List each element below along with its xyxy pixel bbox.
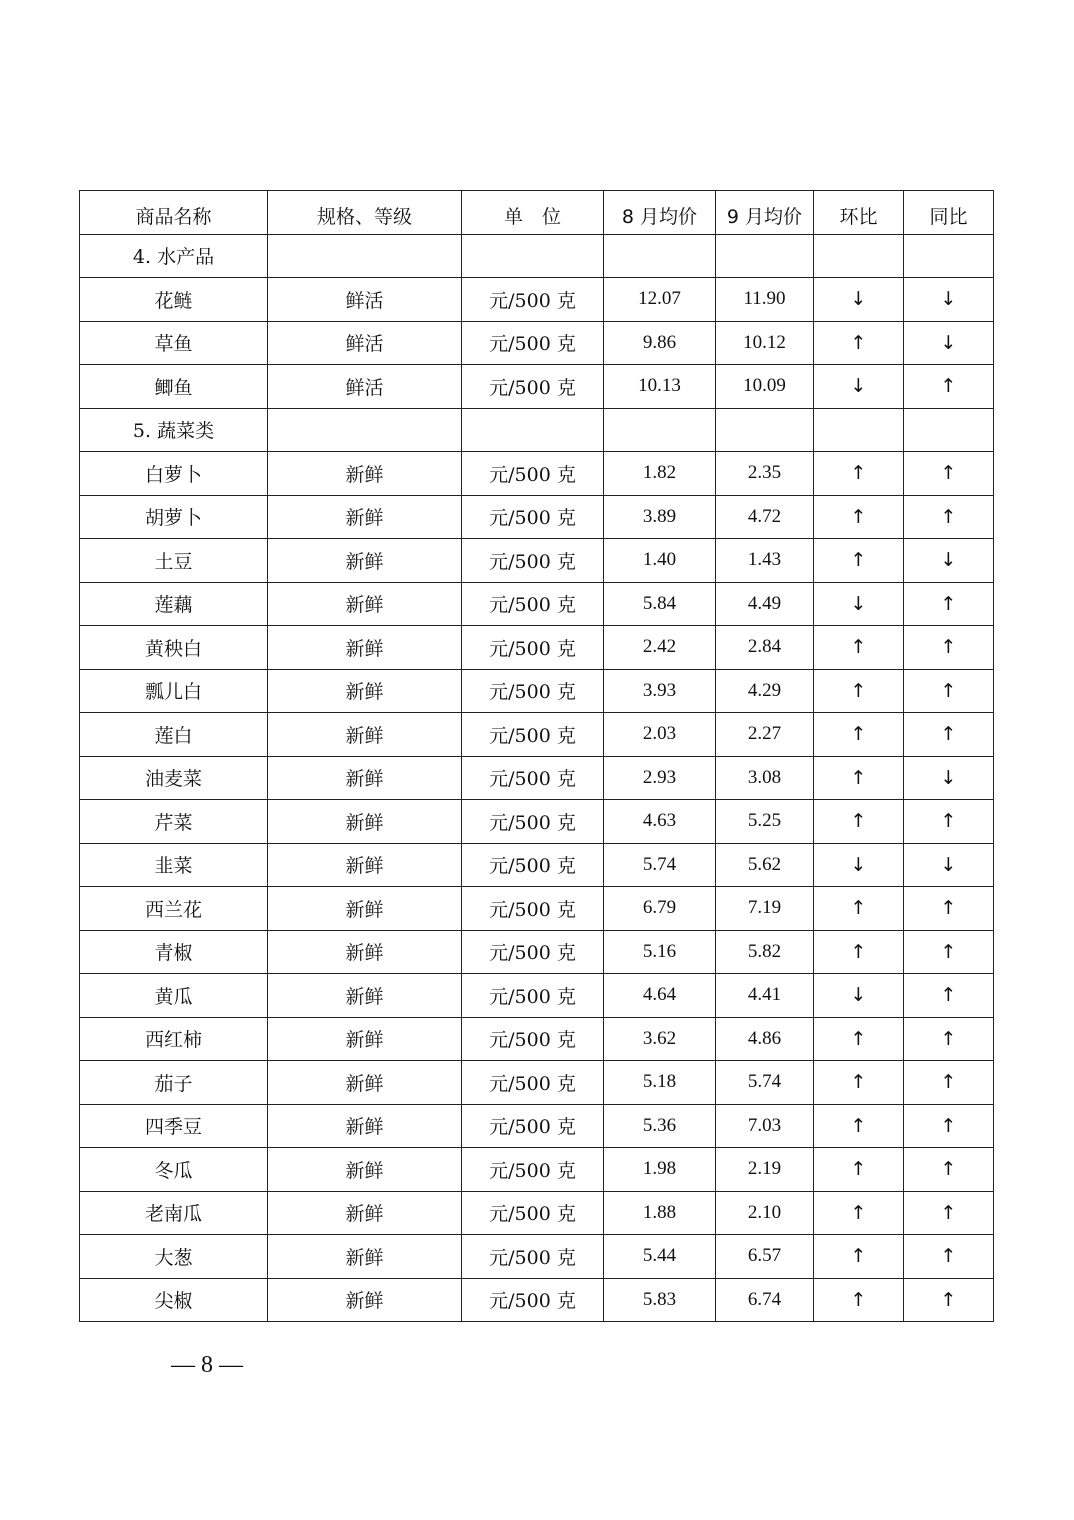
empty-cell [904,408,994,452]
yoy-arrow-cell: ↑ [904,1104,994,1148]
product-name-cell: 老南瓜 [80,1191,268,1235]
unit-cell: 元/500 克 [462,930,604,974]
product-name-cell: 大葱 [80,1235,268,1279]
unit-cell: 元/500 克 [462,974,604,1018]
table-row [80,756,994,800]
yoy-arrow-cell: ↑ [904,626,994,670]
product-name-cell: 油麦菜 [80,756,268,800]
table-row [80,800,994,844]
product-name-cell: 莲藕 [80,582,268,626]
spec-cell: 鲜活 [268,321,462,365]
mom-arrow-cell: ↓ [814,843,904,887]
spec-cell: 新鲜 [268,1191,462,1235]
sep-price-cell: 4.86 [716,1017,814,1061]
product-name-cell: 花鲢 [80,278,268,322]
unit-cell: 元/500 克 [462,756,604,800]
sep-price-cell: 5.62 [716,843,814,887]
product-name-cell: 鲫鱼 [80,365,268,409]
unit-cell: 元/500 克 [462,1017,604,1061]
aug-price-cell: 1.40 [604,539,716,583]
yoy-arrow-cell: ↑ [904,930,994,974]
sep-price-cell: 6.74 [716,1278,814,1322]
yoy-arrow-cell: ↑ [904,582,994,626]
table-row [80,887,994,931]
sep-price-cell: 7.03 [716,1104,814,1148]
product-name-cell: 茄子 [80,1061,268,1105]
spec-cell: 新鲜 [268,626,462,670]
sep-price-cell: 2.19 [716,1148,814,1192]
table-row [80,495,994,539]
mom-arrow-cell: ↑ [814,669,904,713]
spec-cell: 新鲜 [268,1017,462,1061]
product-name-cell: 芹菜 [80,800,268,844]
product-name-cell: 白萝卜 [80,452,268,496]
table-row [80,278,994,322]
aug-price-cell: 5.44 [604,1235,716,1279]
yoy-arrow-cell: ↑ [904,1017,994,1061]
table-row [80,626,994,670]
unit-cell: 元/500 克 [462,1191,604,1235]
yoy-arrow-cell: ↓ [904,321,994,365]
empty-cell [716,234,814,278]
aug-price-cell: 1.98 [604,1148,716,1192]
table-row [80,1017,994,1061]
unit-cell: 元/500 克 [462,669,604,713]
spec-cell: 新鲜 [268,930,462,974]
yoy-arrow-cell: ↓ [904,539,994,583]
unit-cell: 元/500 克 [462,1148,604,1192]
empty-cell [814,234,904,278]
spec-cell: 新鲜 [268,800,462,844]
yoy-arrow-cell: ↑ [904,1235,994,1279]
sep-price-cell: 2.84 [716,626,814,670]
product-name-cell: 青椒 [80,930,268,974]
unit-cell: 元/500 克 [462,843,604,887]
header-mom: 环比 [814,191,904,235]
spec-cell: 新鲜 [268,713,462,757]
table-row [80,1061,994,1105]
aug-price-cell: 3.93 [604,669,716,713]
aug-price-cell: 6.79 [604,887,716,931]
sep-price-cell: 10.09 [716,365,814,409]
unit-cell: 元/500 克 [462,452,604,496]
unit-cell: 元/500 克 [462,365,604,409]
mom-arrow-cell: ↑ [814,452,904,496]
mom-arrow-cell: ↑ [814,626,904,670]
sep-price-cell: 3.08 [716,756,814,800]
unit-cell: 元/500 克 [462,800,604,844]
product-name-cell: 韭菜 [80,843,268,887]
mom-arrow-cell: ↓ [814,974,904,1018]
aug-price-cell: 5.84 [604,582,716,626]
mom-arrow-cell: ↓ [814,365,904,409]
empty-cell [462,234,604,278]
yoy-arrow-cell: ↓ [904,843,994,887]
aug-price-cell: 4.63 [604,800,716,844]
unit-cell: 元/500 克 [462,1278,604,1322]
product-name-cell: 草鱼 [80,321,268,365]
sep-price-cell: 2.27 [716,713,814,757]
table-row [80,321,994,365]
yoy-arrow-cell: ↑ [904,452,994,496]
product-name-cell: 胡萝卜 [80,495,268,539]
sep-price-cell: 5.74 [716,1061,814,1105]
unit-cell: 元/500 克 [462,278,604,322]
aug-price-cell: 1.88 [604,1191,716,1235]
sep-price-cell: 6.57 [716,1235,814,1279]
empty-cell [814,408,904,452]
aug-price-cell: 2.42 [604,626,716,670]
sep-price-cell: 1.43 [716,539,814,583]
yoy-arrow-cell: ↑ [904,713,994,757]
table-row [80,843,994,887]
table-row [80,713,994,757]
page-number: — 8 — [171,1352,243,1378]
yoy-arrow-cell: ↓ [904,756,994,800]
spec-cell: 新鲜 [268,887,462,931]
mom-arrow-cell: ↑ [814,539,904,583]
header-spec-grade: 规格、等级 [268,191,462,235]
aug-price-cell: 10.13 [604,365,716,409]
table-row [80,582,994,626]
aug-price-cell: 5.16 [604,930,716,974]
table-row [80,930,994,974]
product-name-cell: 西兰花 [80,887,268,931]
category-label: 5. 蔬菜类 [80,408,268,452]
mom-arrow-cell: ↓ [814,278,904,322]
price-table [79,190,994,1322]
mom-arrow-cell: ↑ [814,800,904,844]
aug-price-cell: 2.93 [604,756,716,800]
yoy-arrow-cell: ↑ [904,669,994,713]
unit-cell: 元/500 克 [462,887,604,931]
table-row [80,1278,994,1322]
spec-cell: 新鲜 [268,669,462,713]
spec-cell: 新鲜 [268,1104,462,1148]
product-name-cell: 尖椒 [80,1278,268,1322]
spec-cell: 鲜活 [268,278,462,322]
unit-cell: 元/500 克 [462,582,604,626]
product-name-cell: 冬瓜 [80,1148,268,1192]
aug-price-cell: 3.62 [604,1017,716,1061]
empty-cell [904,234,994,278]
spec-cell: 新鲜 [268,1061,462,1105]
spec-cell: 新鲜 [268,974,462,1018]
mom-arrow-cell: ↑ [814,930,904,974]
spec-cell: 新鲜 [268,582,462,626]
mom-arrow-cell: ↑ [814,1191,904,1235]
unit-cell: 元/500 克 [462,1235,604,1279]
yoy-arrow-cell: ↑ [904,1191,994,1235]
yoy-arrow-cell: ↑ [904,365,994,409]
table-row [80,669,994,713]
mom-arrow-cell: ↑ [814,713,904,757]
unit-cell: 元/500 克 [462,539,604,583]
table-header-row [80,191,994,235]
aug-price-cell: 1.82 [604,452,716,496]
mom-arrow-cell: ↑ [814,321,904,365]
mom-arrow-cell: ↑ [814,1235,904,1279]
table-row [80,452,994,496]
spec-cell: 新鲜 [268,843,462,887]
empty-cell [716,408,814,452]
spec-cell: 鲜活 [268,365,462,409]
yoy-arrow-cell: ↑ [904,495,994,539]
header-yoy: 同比 [904,191,994,235]
mom-arrow-cell: ↑ [814,1061,904,1105]
sep-price-cell: 5.25 [716,800,814,844]
mom-arrow-cell: ↑ [814,756,904,800]
yoy-arrow-cell: ↑ [904,887,994,931]
yoy-arrow-cell: ↓ [904,278,994,322]
product-name-cell: 莲白 [80,713,268,757]
table-row [80,539,994,583]
sep-price-cell: 4.29 [716,669,814,713]
product-name-cell: 黄秧白 [80,626,268,670]
mom-arrow-cell: ↓ [814,582,904,626]
sep-price-cell: 4.49 [716,582,814,626]
empty-cell [604,234,716,278]
yoy-arrow-cell: ↑ [904,1278,994,1322]
product-name-cell: 黄瓜 [80,974,268,1018]
empty-cell [268,408,462,452]
table-row [80,365,994,409]
empty-cell [462,408,604,452]
product-name-cell: 四季豆 [80,1104,268,1148]
aug-price-cell: 2.03 [604,713,716,757]
sep-price-cell: 4.41 [716,974,814,1018]
sep-price-cell: 10.12 [716,321,814,365]
empty-cell [604,408,716,452]
unit-cell: 元/500 克 [462,495,604,539]
sep-price-cell: 2.35 [716,452,814,496]
mom-arrow-cell: ↑ [814,1278,904,1322]
table-row [80,1104,994,1148]
aug-price-cell: 5.18 [604,1061,716,1105]
sep-price-cell: 11.90 [716,278,814,322]
spec-cell: 新鲜 [268,495,462,539]
category-row [80,234,994,278]
product-name-cell: 瓢儿白 [80,669,268,713]
spec-cell: 新鲜 [268,1278,462,1322]
header-aug-avg: 8 月均价 [604,191,716,235]
empty-cell [268,234,462,278]
mom-arrow-cell: ↑ [814,1017,904,1061]
spec-cell: 新鲜 [268,1148,462,1192]
spec-cell: 新鲜 [268,756,462,800]
table-row [80,1191,994,1235]
table-row [80,974,994,1018]
spec-cell: 新鲜 [268,539,462,583]
header-product-name: 商品名称 [80,191,268,235]
aug-price-cell: 5.74 [604,843,716,887]
product-name-cell: 土豆 [80,539,268,583]
sep-price-cell: 7.19 [716,887,814,931]
aug-price-cell: 12.07 [604,278,716,322]
sep-price-cell: 4.72 [716,495,814,539]
yoy-arrow-cell: ↑ [904,1148,994,1192]
header-unit: 单 位 [462,191,604,235]
yoy-arrow-cell: ↑ [904,974,994,1018]
category-label: 4. 水产品 [80,234,268,278]
mom-arrow-cell: ↑ [814,887,904,931]
yoy-arrow-cell: ↑ [904,800,994,844]
sep-price-cell: 2.10 [716,1191,814,1235]
mom-arrow-cell: ↑ [814,495,904,539]
unit-cell: 元/500 克 [462,1061,604,1105]
spec-cell: 新鲜 [268,452,462,496]
mom-arrow-cell: ↑ [814,1104,904,1148]
yoy-arrow-cell: ↑ [904,1061,994,1105]
product-name-cell: 西红柿 [80,1017,268,1061]
header-sep-avg: 9 月均价 [716,191,814,235]
unit-cell: 元/500 克 [462,1104,604,1148]
aug-price-cell: 5.36 [604,1104,716,1148]
unit-cell: 元/500 克 [462,321,604,365]
unit-cell: 元/500 克 [462,626,604,670]
aug-price-cell: 4.64 [604,974,716,1018]
spec-cell: 新鲜 [268,1235,462,1279]
aug-price-cell: 3.89 [604,495,716,539]
table-row [80,1235,994,1279]
aug-price-cell: 9.86 [604,321,716,365]
table-row [80,1148,994,1192]
sep-price-cell: 5.82 [716,930,814,974]
mom-arrow-cell: ↑ [814,1148,904,1192]
category-row [80,408,994,452]
unit-cell: 元/500 克 [462,713,604,757]
aug-price-cell: 5.83 [604,1278,716,1322]
